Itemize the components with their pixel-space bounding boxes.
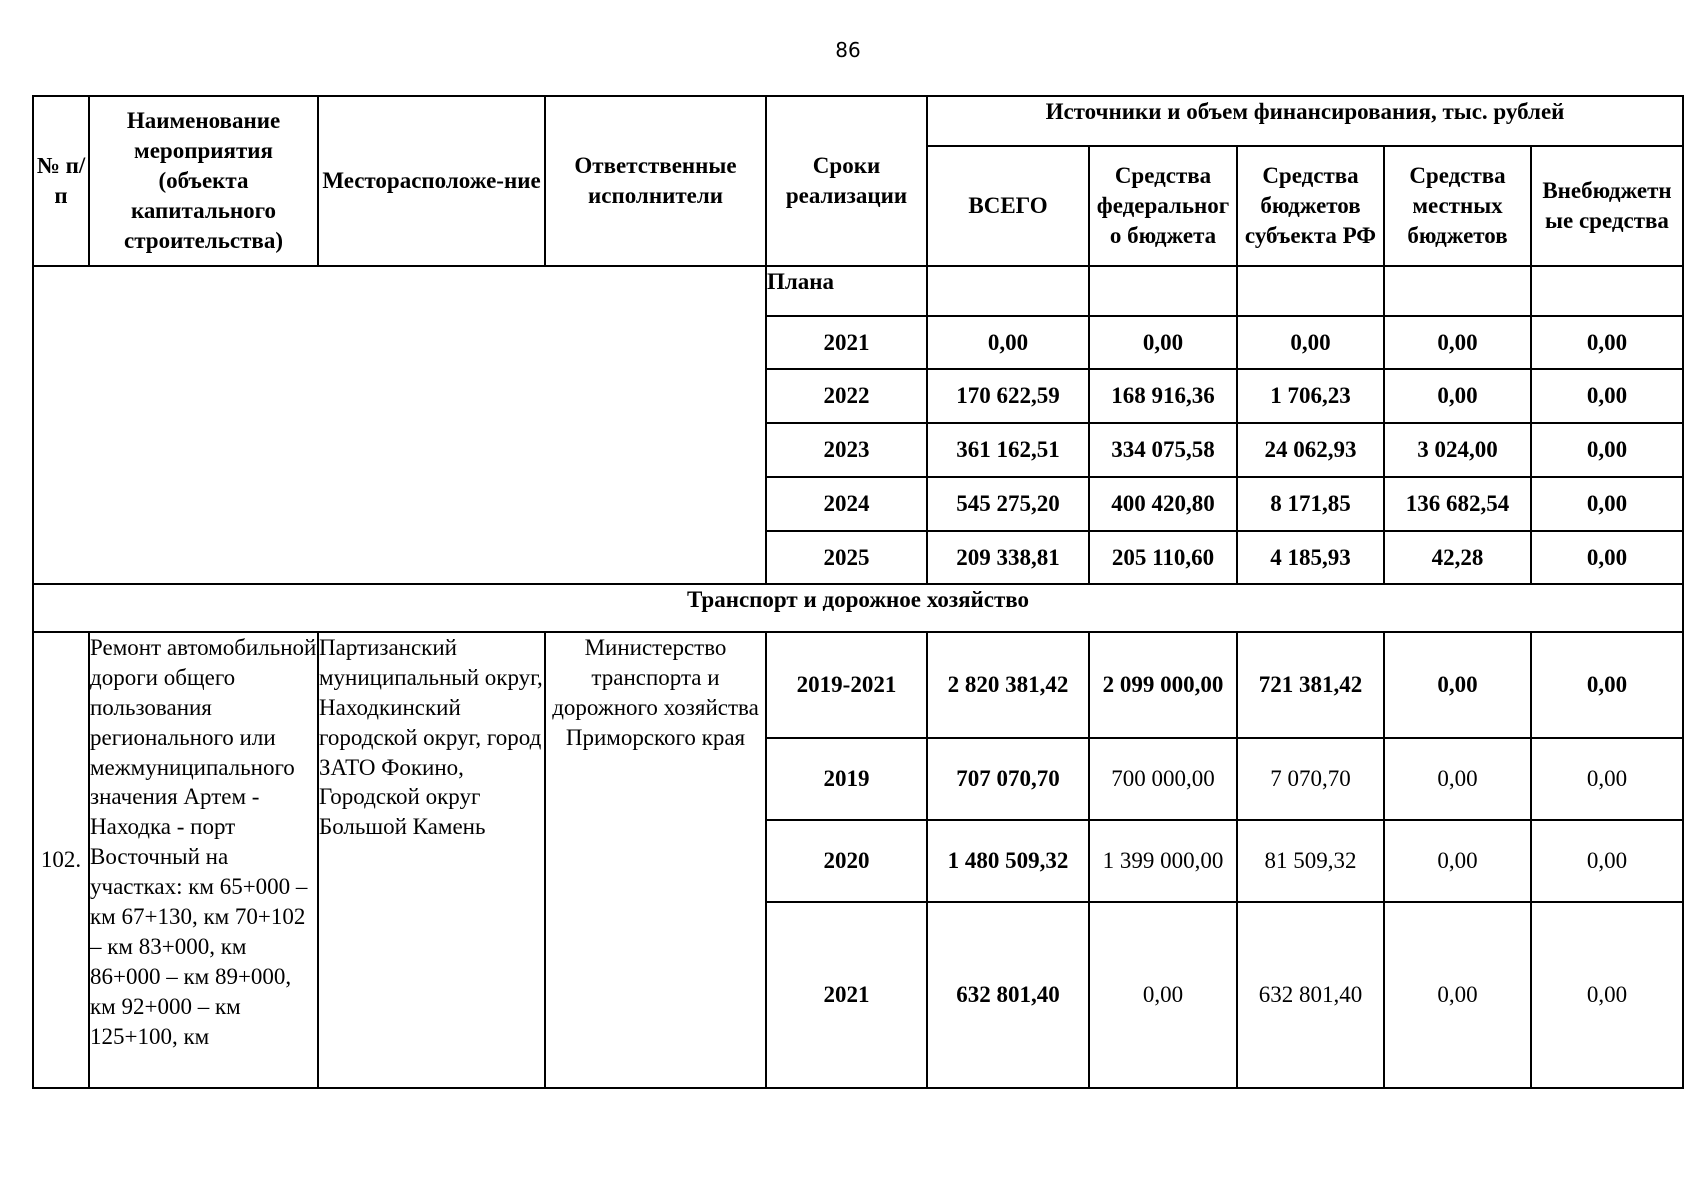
plan-local: 3 024,00	[1384, 423, 1531, 477]
item-local: 0,00	[1384, 632, 1531, 738]
plan-regional: 1 706,23	[1237, 369, 1384, 423]
item-federal: 2 099 000,00	[1089, 632, 1237, 738]
plan-total: 545 275,20	[927, 477, 1089, 531]
plan-federal: 205 110,60	[1089, 531, 1237, 584]
section-title: Транспорт и дорожное хозяйство	[33, 584, 1683, 632]
plan-year: 2023	[766, 423, 927, 477]
plan-regional: 4 185,93	[1237, 531, 1384, 584]
header-regional: Средства бюджетов субъекта РФ	[1237, 146, 1384, 266]
plan-year: 2021	[766, 316, 927, 369]
plan-extra: 0,00	[1531, 531, 1683, 584]
header-location: Месторасположе-ние	[318, 96, 545, 266]
item-period: 2021	[766, 902, 927, 1088]
item-period: 2020	[766, 820, 927, 902]
header-funding-group: Источники и объем финансирования, тыс. рублей	[927, 96, 1683, 146]
plan-blank-area	[33, 266, 766, 584]
item-regional: 7 070,70	[1237, 738, 1384, 820]
item-local: 0,00	[1384, 738, 1531, 820]
plan-total: 209 338,81	[927, 531, 1089, 584]
item-regional: 632 801,40	[1237, 902, 1384, 1088]
plan-extra: 0,00	[1531, 477, 1683, 531]
plan-total: 0,00	[927, 316, 1089, 369]
item-local: 0,00	[1384, 820, 1531, 902]
plan-label: Плана	[766, 266, 927, 316]
item-local: 0,00	[1384, 902, 1531, 1088]
item-period: 2019	[766, 738, 927, 820]
plan-empty-cell	[1384, 266, 1531, 316]
plan-year: 2024	[766, 477, 927, 531]
header-total: ВСЕГО	[927, 146, 1089, 266]
item-name: Ремонт автомобильной дороги общего пользования регионального или межмуниципального значения Артем - Находка - порт Восточный на участках: км 65+000 – км 67+130, км 70+102 – км 83+000, км 86+000 – км 89+000, км 92+000 – км 125+100, км	[89, 632, 318, 1088]
item-responsible: Министерство транспорта и дорожного хозяйства Приморского края	[545, 632, 766, 1088]
item-federal: 1 399 000,00	[1089, 820, 1237, 902]
plan-federal: 400 420,80	[1089, 477, 1237, 531]
plan-federal: 0,00	[1089, 316, 1237, 369]
plan-local: 42,28	[1384, 531, 1531, 584]
plan-year: 2022	[766, 369, 927, 423]
item-total: 1 480 509,32	[927, 820, 1089, 902]
header-period: Сроки реализации	[766, 96, 927, 266]
item-regional: 81 509,32	[1237, 820, 1384, 902]
plan-year: 2025	[766, 531, 927, 584]
plan-extra: 0,00	[1531, 369, 1683, 423]
item-federal: 0,00	[1089, 902, 1237, 1088]
table-row	[33, 632, 1683, 738]
header-num: № п/п	[33, 96, 89, 266]
plan-local: 0,00	[1384, 316, 1531, 369]
item-extra: 0,00	[1531, 738, 1683, 820]
plan-extra: 0,00	[1531, 423, 1683, 477]
plan-total: 170 622,59	[927, 369, 1089, 423]
item-period: 2019-2021	[766, 632, 927, 738]
plan-regional: 8 171,85	[1237, 477, 1384, 531]
financing-table	[32, 95, 1684, 1089]
item-extra: 0,00	[1531, 902, 1683, 1088]
header-federal: Средства федеральног о бюджета	[1089, 146, 1237, 266]
plan-regional: 24 062,93	[1237, 423, 1384, 477]
plan-empty-cell	[927, 266, 1089, 316]
item-total: 632 801,40	[927, 902, 1089, 1088]
item-federal: 700 000,00	[1089, 738, 1237, 820]
plan-total: 361 162,51	[927, 423, 1089, 477]
header-responsible: Ответственные исполнители	[545, 96, 766, 266]
plan-empty-cell	[1089, 266, 1237, 316]
plan-federal: 334 075,58	[1089, 423, 1237, 477]
header-extra: Внебюджетн ые средства	[1531, 146, 1683, 266]
header-local: Средства местных бюджетов	[1384, 146, 1531, 266]
plan-local: 136 682,54	[1384, 477, 1531, 531]
plan-empty-cell	[1237, 266, 1384, 316]
item-number: 102.	[33, 632, 89, 1088]
item-regional: 721 381,42	[1237, 632, 1384, 738]
item-extra: 0,00	[1531, 632, 1683, 738]
plan-extra: 0,00	[1531, 316, 1683, 369]
item-extra: 0,00	[1531, 820, 1683, 902]
plan-regional: 0,00	[1237, 316, 1384, 369]
plan-local: 0,00	[1384, 369, 1531, 423]
plan-federal: 168 916,36	[1089, 369, 1237, 423]
item-location: Партизанский муниципальный округ, Находкинский городской округ, город ЗАТО Фокино, Городской округ Большой Камень	[318, 632, 545, 1088]
item-total: 707 070,70	[927, 738, 1089, 820]
plan-empty-cell	[1531, 266, 1683, 316]
item-total: 2 820 381,42	[927, 632, 1089, 738]
header-name: Наименование мероприятия (объекта капитального строительства)	[89, 96, 318, 266]
page-number: 86	[835, 38, 861, 62]
